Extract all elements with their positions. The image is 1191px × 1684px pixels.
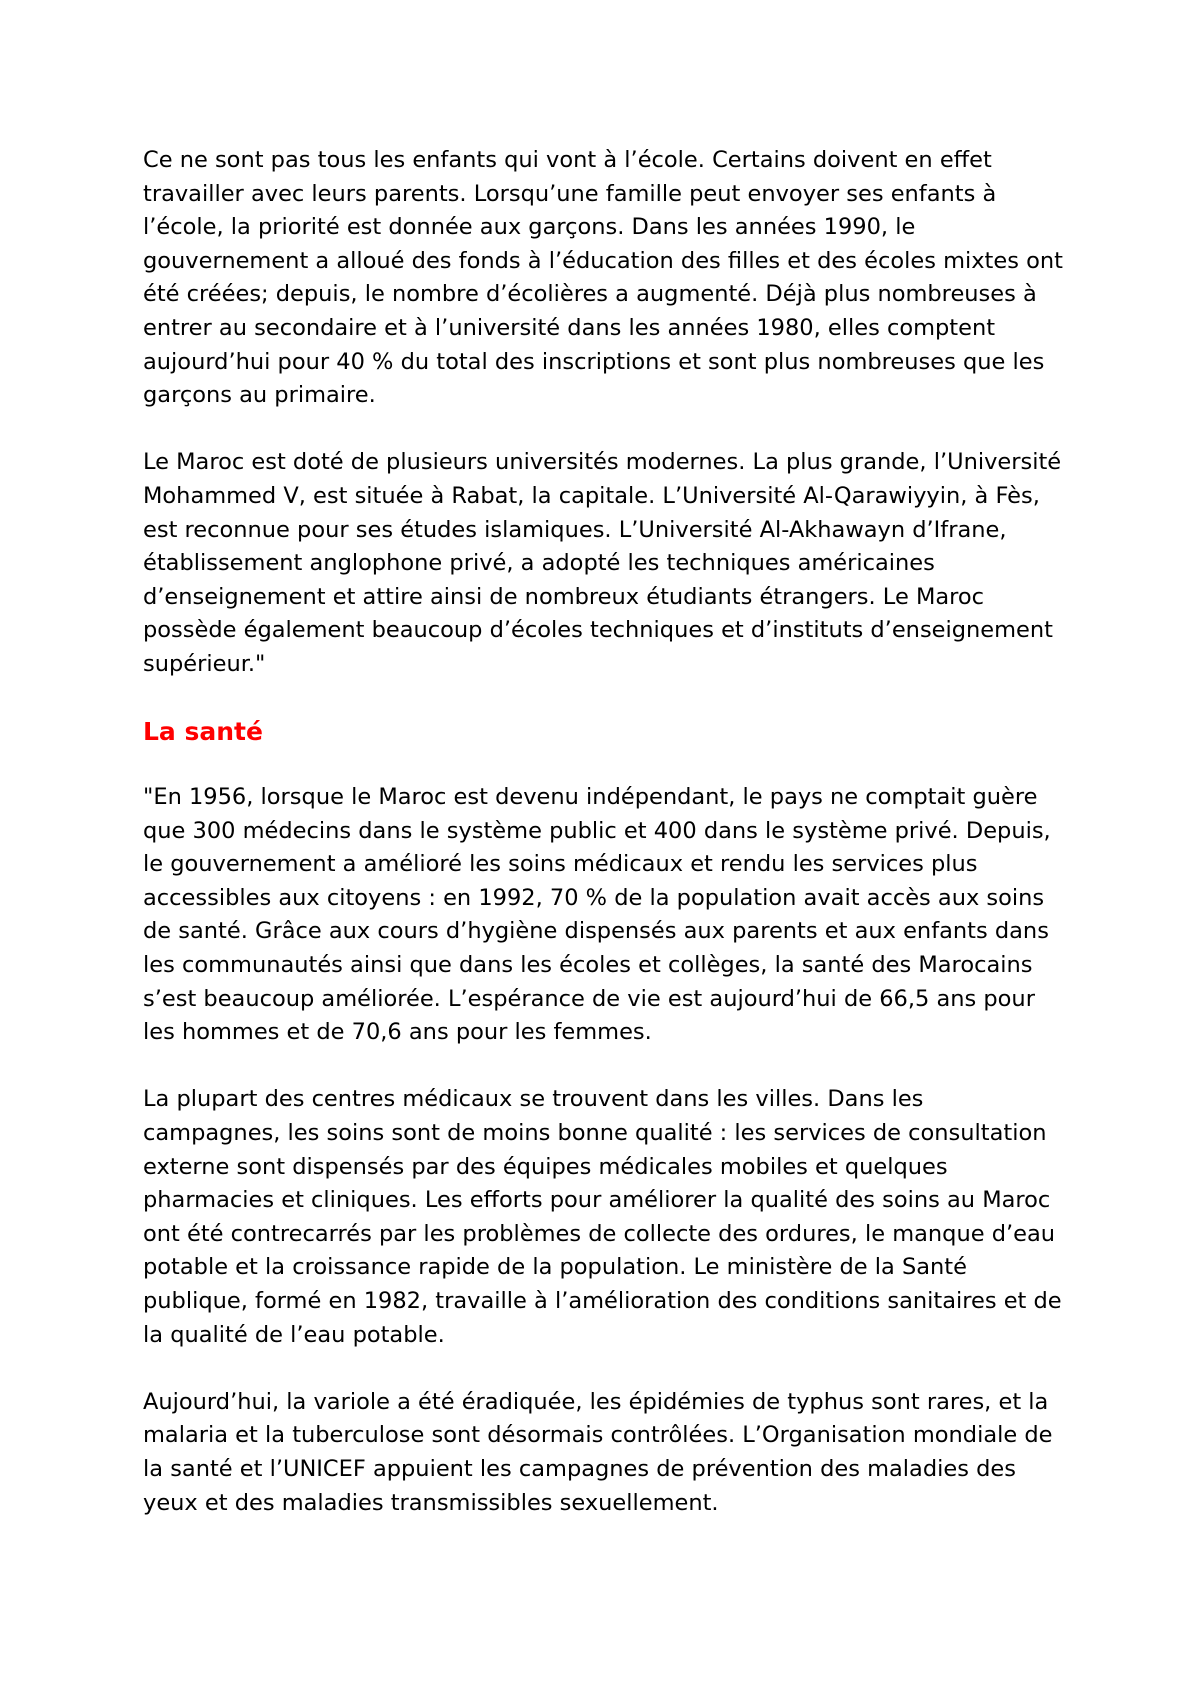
paragraph-universities: Le Maroc est doté de plusieurs universités modernes. La plus grande, l’Université Mohammed V, est située à Rabat, la capitale. L’Université Al-Qarawiyyin, à Fès, est reconnue pour ses études islamiques. L’Université Al-Akhawayn d’Ifrane, établissement anglophone privé, a adopté les techniques américaines d’enseignement et attire ainsi de nombreux étudiants étrangers. Le Maroc possède également beaucoup d’écoles techniques et d’instituts d’enseignement supérieur."	[143, 449, 1062, 677]
paragraph-health-centers: La plupart des centres médicaux se trouvent dans les villes. Dans les campagnes, les soins sont de moins bonne qualité : les services de consultation externe sont dispensés par des équipes médicales mobiles et quelques pharmacies et cliniques. Les efforts pour améliorer la qualité des soins au Maroc ont été contrecarrés par les problèmes de collecte des ordures, le manque d’eau potable et la croissance rapide de la population. Le ministère de la Santé publique, formé en 1982, travaille à l’amélioration des conditions sanitaires et de la qualité de l’eau potable.	[143, 1086, 1062, 1348]
section-heading-sante: La santé	[143, 717, 263, 747]
document-page	[143, 144, 1063, 1554]
paragraph-health-history: "En 1956, lorsque le Maroc est devenu indépendant, le pays ne comptait guère que 300 médecins dans le système public et 400 dans le système privé. Depuis, le gouvernement a amélioré les soins médicaux et rendu les services plus accessibles aux citoyens : en 1992, 70 % de la population avait accès aux soins de santé. Grâce aux cours d’hygiène dispensés aux parents et aux enfants dans les communautés ainsi que dans les écoles et collèges, la santé des Marocains s’est beaucoup améliorée. L’espérance de vie est aujourd’hui de 66,5 ans pour les hommes et de 70,6 ans pour les femmes.	[143, 784, 1051, 1046]
paragraph-disease-control: Aujourd’hui, la variole a été éradiquée, les épidémies de typhus sont rares, et la malaria et la tuberculose sont désormais contrôlées. L’Organisation mondiale de la santé et l’UNICEF appuient les campagnes de prévention des maladies des yeux et des maladies transmissibles sexuellement.	[143, 1388, 1053, 1516]
paragraph-education-girls: Ce ne sont pas tous les enfants qui vont à l’école. Certains doivent en effet travailler avec leurs parents. Lorsqu’une famille peut envoyer ses enfants à l’école, la priorité est donnée aux garçons. Dans les années 1990, le gouvernement a alloué des fonds à l’éducation des filles et des écoles mixtes ont été créées; depuis, le nombre d’écolières a augmenté. Déjà plus nombreuses à entrer au secondaire et à l’université dans les années 1980, elles comptent aujourd’hui pour 40 % du total des inscriptions et sont plus nombreuses que les garçons au primaire.	[143, 147, 1063, 409]
